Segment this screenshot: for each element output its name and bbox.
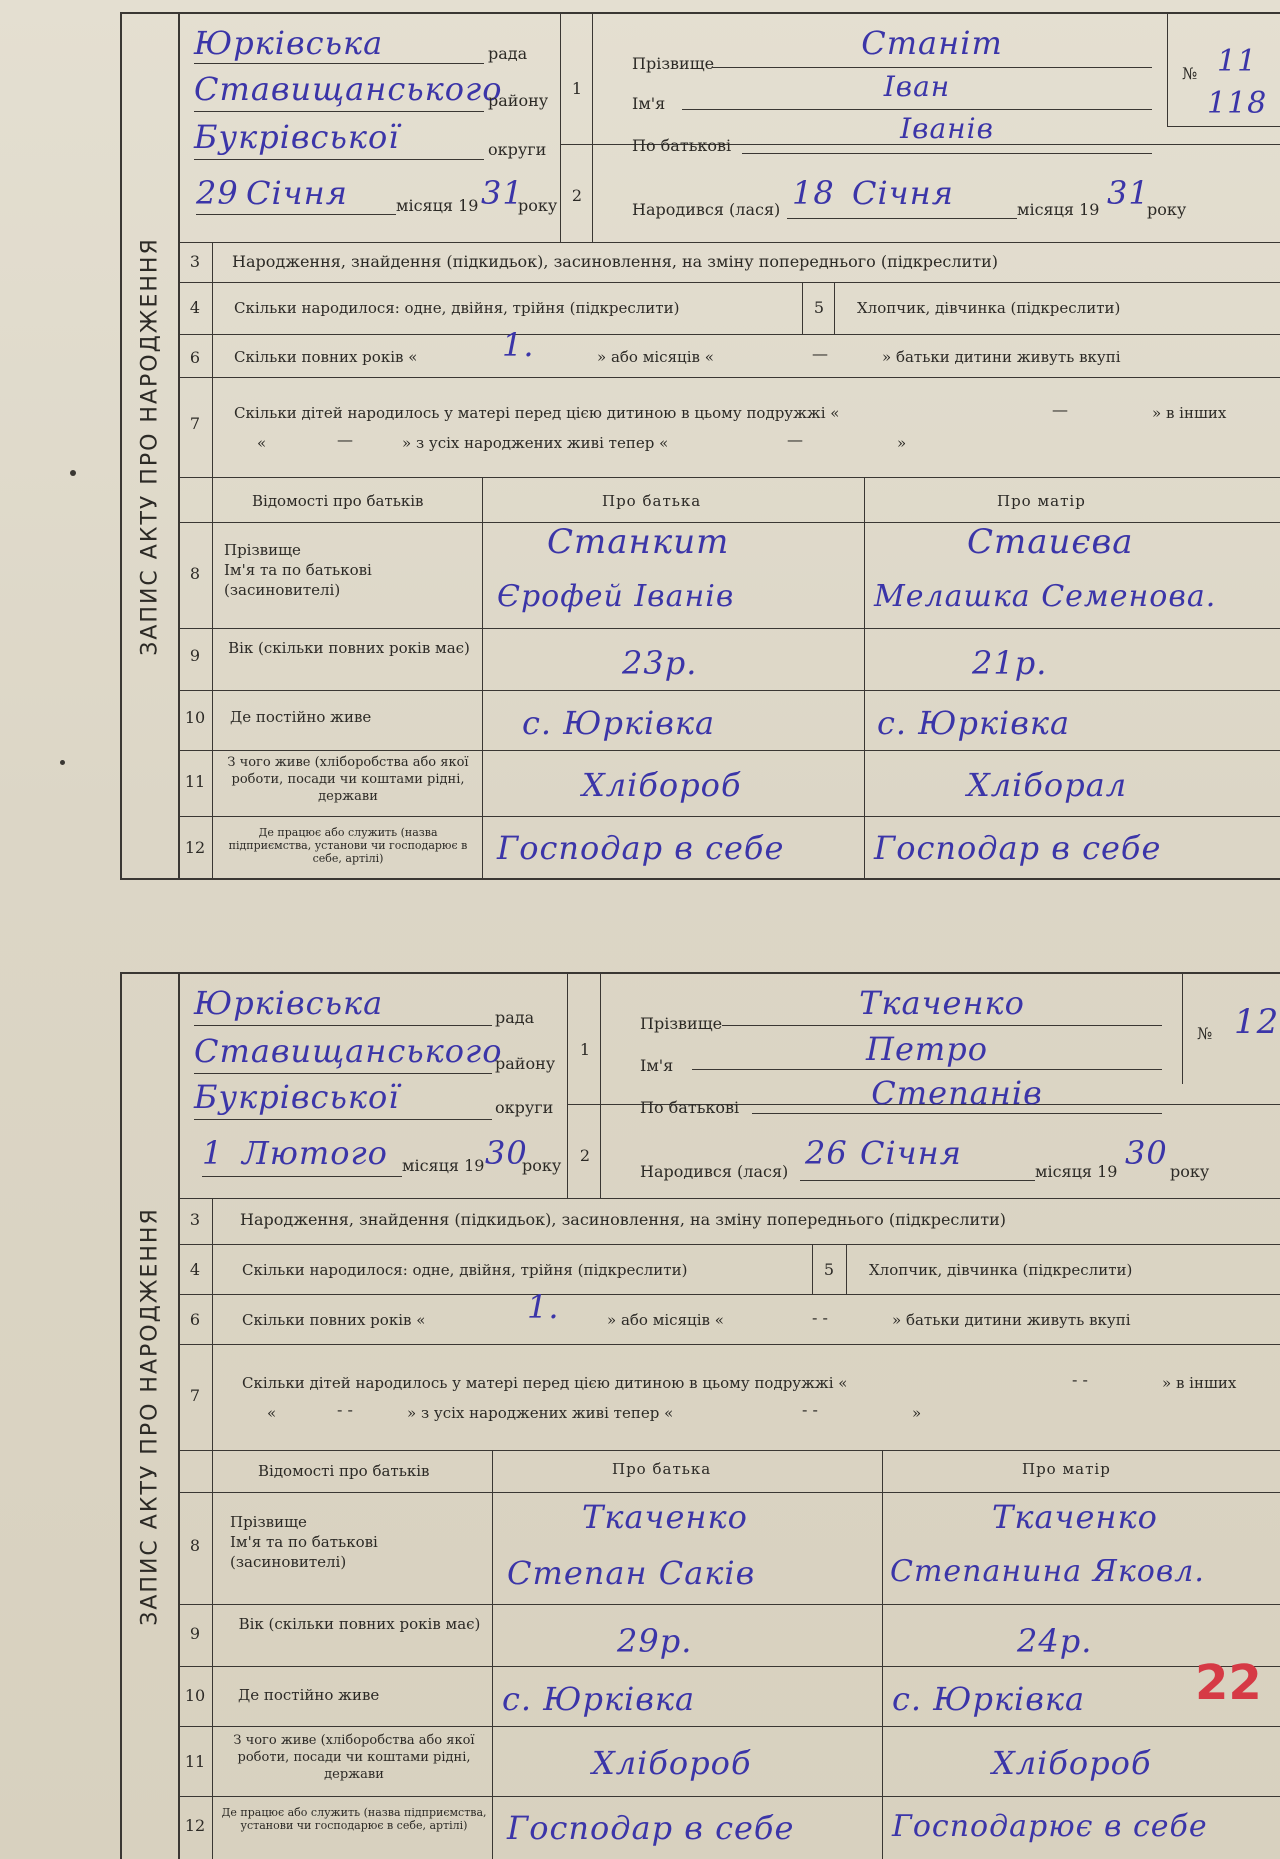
row6-text-b: » або місяців « bbox=[607, 1311, 724, 1329]
row-number: 7 bbox=[189, 1386, 201, 1405]
children-before: - - bbox=[1072, 1370, 1088, 1389]
patronymic-value: Степанів bbox=[752, 1074, 1162, 1114]
months-together: - - bbox=[812, 1308, 828, 1327]
father-living: Хлібороб bbox=[582, 766, 742, 804]
row7-text-b: » в інших bbox=[1162, 1374, 1237, 1392]
father-residence: с. Юрківка bbox=[522, 704, 716, 742]
mother-work: Господар в себе bbox=[874, 829, 1162, 867]
okrug-label: округи bbox=[495, 1098, 554, 1117]
row-number: 11 bbox=[184, 772, 206, 791]
father-surname: Станкит bbox=[547, 522, 730, 562]
r10-label: Де постійно живе bbox=[230, 708, 372, 726]
row-number: 4 bbox=[189, 1260, 201, 1279]
row-number: 3 bbox=[189, 1210, 201, 1229]
vertical-title: ЗАПИС АКТУ ПРО НАРОДЖЕННЯ bbox=[122, 974, 180, 1859]
row7-text-c: « bbox=[257, 434, 267, 452]
row7-text-d: » з усіх народжених живі тепер « bbox=[407, 1404, 674, 1422]
row-number: 1 bbox=[571, 79, 583, 98]
registration-date: 29 Січня місяця 19 31 року bbox=[196, 174, 558, 215]
row-number: 5 bbox=[813, 298, 825, 317]
row7-text-e: » bbox=[912, 1404, 922, 1422]
row-number: 7 bbox=[189, 414, 201, 433]
patronymic-value: Іванів bbox=[742, 112, 1152, 154]
r11-label: З чого живе (хліборобства або якої роботи, посади чи коштами рідні, держави bbox=[233, 1733, 475, 1782]
row-number: 8 bbox=[189, 1536, 201, 1555]
row-number: 6 bbox=[189, 348, 201, 367]
row-number: 4 bbox=[189, 298, 201, 317]
row-number: 10 bbox=[184, 1686, 206, 1705]
parents-header: Відомості про батьків bbox=[258, 1462, 430, 1480]
years-together: 1. bbox=[502, 326, 535, 364]
vertical-title: ЗАПИС АКТУ ПРО НАРОДЖЕННЯ bbox=[122, 14, 180, 878]
row7-text: Скільки дітей народилось у матері перед цією дитиною в цьому подружжі « bbox=[242, 1374, 848, 1392]
father-work: Господар в себе bbox=[497, 829, 785, 867]
rada-value: Юрківська bbox=[194, 984, 492, 1026]
father-living: Хлібороб bbox=[592, 1744, 752, 1782]
children-other: - - bbox=[337, 1400, 353, 1419]
surname-value: Станіт bbox=[712, 24, 1152, 68]
name-value: Петро bbox=[692, 1030, 1162, 1070]
mother-living: Хлібороб bbox=[992, 1744, 1152, 1782]
mother-header: Про матір bbox=[997, 492, 1086, 510]
row-number: 12 bbox=[184, 838, 206, 857]
okrug-label: округи bbox=[488, 140, 547, 159]
r8-label: Прізвище Ім'я та по батькові (засиновителі) bbox=[224, 541, 372, 599]
row-number: 2 bbox=[571, 186, 583, 205]
mother-name: Степанина Яковл. bbox=[890, 1554, 1205, 1589]
children-alive: - - bbox=[802, 1400, 818, 1419]
father-header: Про батька bbox=[612, 1460, 712, 1478]
rada-value: Юрківська bbox=[194, 24, 484, 64]
row7-text-e: » bbox=[897, 434, 907, 452]
row6-text-c: » батьки дитини живуть вкупі bbox=[892, 1311, 1131, 1329]
r9-label: Вік (скільки повних років має) bbox=[228, 639, 470, 657]
birth-date: Народився (лася) 26 Січня місяця 19 30 року bbox=[640, 1134, 1210, 1181]
record-number: 12 bbox=[1234, 1002, 1280, 1042]
mother-surname: Ткаченко bbox=[992, 1498, 1158, 1536]
row-number: 3 bbox=[189, 252, 201, 271]
father-work: Господар в себе bbox=[507, 1809, 795, 1847]
father-residence: с. Юрківка bbox=[502, 1680, 696, 1718]
row3-text: Народження, знайдення (підкидьок), засиновлення, на зміну попереднього (підкреслити) bbox=[232, 252, 998, 271]
patronymic-label: По батькові bbox=[640, 1098, 740, 1117]
children-other: — bbox=[337, 430, 353, 449]
row-number: 2 bbox=[579, 1146, 591, 1165]
r9-label: Вік (скільки повних років має) bbox=[238, 1615, 481, 1633]
parents-header: Відомості про батьків bbox=[252, 492, 424, 510]
mother-age: 21р. bbox=[972, 644, 1048, 682]
row-number: 6 bbox=[189, 1310, 201, 1329]
r12-label: Де працює або служить (назва підприємства, установи чи господарює в себе, артілі) bbox=[228, 826, 468, 865]
father-name: Степан Саків bbox=[507, 1554, 756, 1592]
months-together: — bbox=[812, 344, 828, 363]
r11-label: З чого живе (хліборобства або якої роботи, посади чи коштами рідні, держави bbox=[227, 755, 469, 804]
row5-text: Хлопчик, дівчинка (підкреслити) bbox=[869, 1261, 1133, 1279]
children-before: — bbox=[1052, 400, 1068, 419]
father-header: Про батька bbox=[602, 492, 702, 510]
row-number: 11 bbox=[184, 1752, 206, 1771]
row6-text: Скільки повних років « bbox=[234, 348, 418, 366]
registration-date: 1 Лютого місяця 19 30 року bbox=[202, 1134, 562, 1175]
mother-residence: с. Юрківка bbox=[892, 1680, 1086, 1718]
years-together: 1. bbox=[527, 1288, 560, 1326]
row4-text: Скільки народилося: одне, двійня, трійня (підкреслити) bbox=[242, 1261, 688, 1279]
surname-value: Ткаченко bbox=[722, 984, 1162, 1026]
birth-record-card-1 bbox=[120, 12, 1280, 880]
mother-work: Господарює в себе bbox=[892, 1809, 1208, 1844]
paper-spot bbox=[70, 470, 76, 476]
row-number: 5 bbox=[823, 1260, 835, 1279]
raion-value: Ставищанського bbox=[194, 1032, 492, 1074]
number-label: № bbox=[1197, 1024, 1213, 1043]
red-archive-number: 22 bbox=[1195, 1655, 1262, 1711]
record-number-2: 118 bbox=[1207, 86, 1268, 121]
rada-label: рада bbox=[488, 44, 528, 63]
father-name: Єрофей Іванів bbox=[497, 579, 735, 614]
mother-name: Мелашка Семенова. bbox=[874, 579, 1217, 614]
record-number: 11 bbox=[1217, 44, 1258, 79]
surname-label: Прізвище bbox=[640, 1014, 723, 1033]
paper-spot bbox=[60, 760, 65, 765]
row5-text: Хлопчик, дівчинка (підкреслити) bbox=[857, 299, 1121, 317]
mother-age: 24р. bbox=[1017, 1622, 1093, 1660]
r10-label: Де постійно живе bbox=[238, 1686, 380, 1704]
mother-residence: с. Юрківка bbox=[877, 704, 1071, 742]
r8-label: Прізвище Ім'я та по батькові (засиновителі) bbox=[230, 1513, 378, 1571]
row7-text: Скільки дітей народилось у матері перед цією дитиною в цьому подружжі « bbox=[234, 404, 840, 422]
row-number: 10 bbox=[184, 708, 206, 727]
father-age: 29р. bbox=[617, 1622, 693, 1660]
father-age: 23р. bbox=[622, 644, 698, 682]
rada-label: рада bbox=[495, 1008, 535, 1027]
row3-text: Народження, знайдення (підкидьок), засиновлення, на зміну попереднього (підкреслити) bbox=[240, 1210, 1006, 1229]
row-number: 12 bbox=[184, 1816, 206, 1835]
row7-text-d: » з усіх народжених живі тепер « bbox=[402, 434, 669, 452]
surname-label: Прізвище bbox=[632, 54, 715, 73]
row6-text: Скільки повних років « bbox=[242, 1311, 426, 1329]
raion-value: Ставищанського bbox=[194, 70, 484, 112]
number-label: № bbox=[1182, 64, 1198, 83]
okrug-value: Букрівської bbox=[194, 1078, 492, 1120]
patronymic-label: По батькові bbox=[632, 136, 732, 155]
row-number: 1 bbox=[579, 1040, 591, 1059]
children-alive: — bbox=[787, 430, 803, 449]
row6-text-c: » батьки дитини живуть вкупі bbox=[882, 348, 1121, 366]
row7-text-c: « bbox=[267, 1404, 277, 1422]
raion-label: району bbox=[488, 91, 549, 110]
name-value: Іван bbox=[682, 70, 1152, 110]
birth-record-card-2 bbox=[120, 972, 1280, 1859]
raion-label: району bbox=[495, 1054, 556, 1073]
row6-text-b: » або місяців « bbox=[597, 348, 714, 366]
name-label: Ім'я bbox=[640, 1056, 674, 1075]
r12-label: Де працює або служить (назва підприємства, установи чи господарює в себе, артілі) bbox=[221, 1806, 487, 1832]
birth-date: Народився (лася) 18 Січня місяця 19 31 року bbox=[632, 174, 1187, 219]
row7-text-b: » в інших bbox=[1152, 404, 1227, 422]
row4-text: Скільки народилося: одне, двійня, трійня (підкреслити) bbox=[234, 299, 680, 317]
mother-living: Хліборал bbox=[967, 766, 1128, 804]
okrug-value: Букрівської bbox=[194, 118, 484, 160]
row-number: 8 bbox=[189, 564, 201, 583]
mother-surname: Стаиєва bbox=[967, 522, 1134, 562]
row-number: 9 bbox=[189, 646, 201, 665]
row-number: 9 bbox=[189, 1624, 201, 1643]
name-label: Ім'я bbox=[632, 94, 666, 113]
mother-header: Про матір bbox=[1022, 1460, 1111, 1478]
father-surname: Ткаченко bbox=[582, 1498, 748, 1536]
